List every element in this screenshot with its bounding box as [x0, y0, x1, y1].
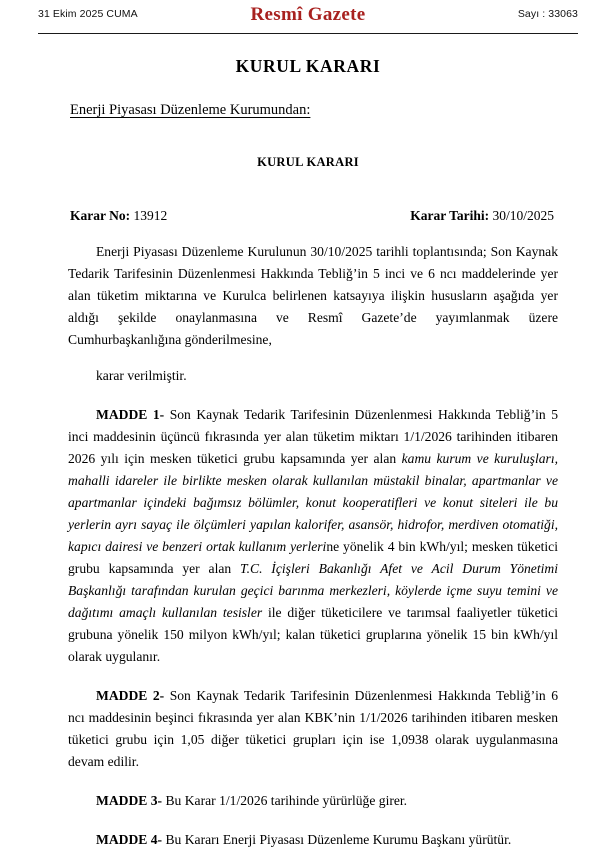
page-title: KURUL KARARI [235, 56, 381, 76]
gazette-title: Resmî Gazete [250, 4, 366, 25]
article-1 [68, 404, 558, 668]
decision-heading: KURUL KARARI [257, 155, 359, 169]
issuer-line [0, 77, 616, 119]
article-2-text: Son Kaynak Tedarik Tarifesinin Düzenlenmesi Hakkında Tebliğ’in 6 ncı maddesinin beşinci fıkrasında yer alan KBK’nin 1/1/2026 tarihinden itibaren mesken tüketici grubu için 1,05 diğer tüketici grupları için ise 1,0938 olarak uygulanmasına devam edilir. [68, 688, 558, 770]
gazette-page [0, 4, 616, 848]
masthead-divider [38, 33, 578, 34]
decision-date [410, 208, 554, 224]
article-4-text: Bu Kararı Enerji Piyasası Düzenleme Kurumu Başkanı yürütür. [162, 832, 512, 848]
preamble-paragraph: Enerji Piyasası Düzenleme Kurulunun 30/10/2025 tarihli toplantısında; Son Kaynak Tedarik Tarifesinin Düzenlenmesi Hakkında Tebliğ’in 5 inci ve 6 ncı maddelerinde yer alan tüketim miktarına ve Kurulca belirlenen katsayıya ilişkin hususların aşağıda yer aldığı şekilde onaylanmasına ve Resmî Gazete’de yayımlanmak üzere Cumhurbaşkanlığına gönderilmesine, [68, 244, 558, 348]
article-2 [68, 685, 558, 773]
masthead-date: 31 Ekim 2025 CUMA [38, 8, 138, 20]
article-1-italic-2: T.C. İçişleri Bakanlığı Afet ve Acil Durum Yönetimi Başkanlığı tarafından kurulan geçici barınma merkezleri, köylerde içme suyu temini ve dağıtımı amaçlı kullanılan tesisler [68, 561, 558, 621]
decision-date-label: Karar Tarihi: [410, 208, 490, 223]
article-1-italic-1: kamu kurum ve kuruluşları, mahalli idareler ile birlikte mesken olarak kullanılan müstakil binalar, apartmanlar ve apartmanlar içindeki bağımsız bölümler, konut kooperatifleri ve konut siteleri ile bu yerlerin ayrı sayaç ile ölçümleri yapılan kalorifer, asansör, hidrofor, merdiven otomatiği, kapıcı dairesi ve benzeri ortak kullanım yerleri [68, 451, 558, 555]
issuer-name: Enerji Piyasası Düzenleme Kurumundan: [70, 102, 311, 118]
decision-number-value: 13912 [133, 208, 168, 223]
decision-meta-row [70, 208, 554, 224]
article-1-label: MADDE 1- [96, 407, 165, 423]
article-3-label: MADDE 3- [96, 793, 163, 809]
article-3-text: Bu Karar 1/1/2026 tarihinde yürürlüğe girer. [162, 793, 408, 809]
masthead-issue-number: Sayı : 33063 [517, 8, 578, 20]
article-4 [68, 829, 558, 851]
article-4-label: MADDE 4- [96, 832, 163, 848]
decision-number [70, 208, 167, 224]
document-body [68, 241, 558, 851]
masthead [38, 5, 578, 31]
article-3 [68, 790, 558, 812]
article-1-text-part-2: ne yönelik 4 bin kWh/yıl; mesken tüketici grubu kapsamında yer alan [68, 539, 558, 577]
preamble-closing: karar verilmiştir. [96, 368, 187, 384]
decision-date-value: 30/10/2025 [492, 208, 554, 223]
article-1-text-part-1: Son Kaynak Tedarik Tarifesinin Düzenlenmesi Hakkında Tebliğ’in 5 inci maddesinin üçüncü fıkrasında yer alan tüketim miktarı 1/1/2026 tarihinden itibaren 2026 yılı için mesken tüketici grubu kapsamında yer alan [68, 407, 558, 467]
decision-number-label: Karar No: [70, 208, 131, 223]
article-2-label: MADDE 2- [96, 688, 165, 704]
article-1-text-part-3: ile diğer tüketicilere ve tarımsal faaliyetler tüketici grubuna yönelik 150 milyon kWh/yıl; kalan tüketici gruplarına yönelik 15 bin kWh/yıl olarak uygulanır. [68, 605, 558, 665]
